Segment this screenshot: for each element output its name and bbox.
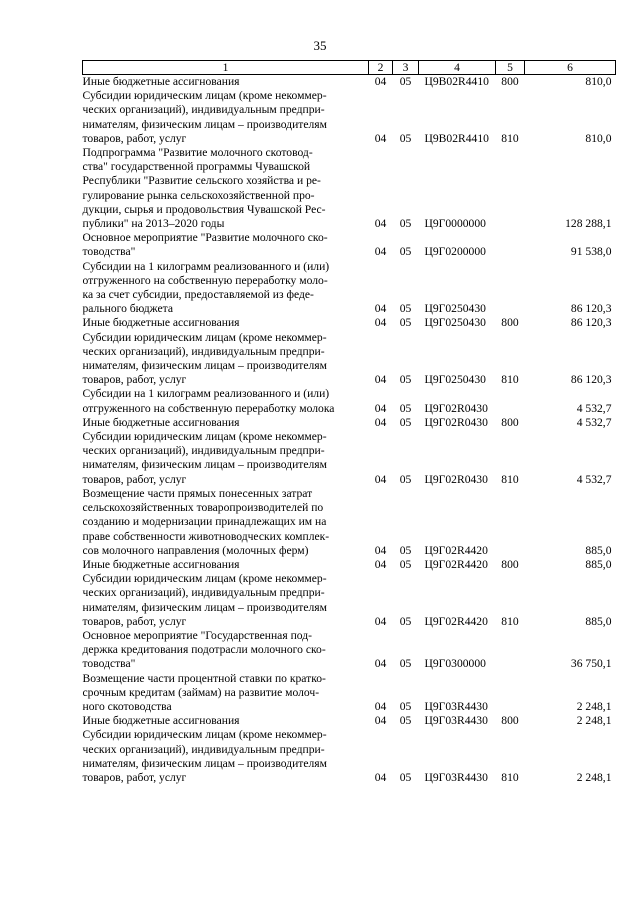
column-header-3: 3 [393,61,419,75]
row-name-line: отгруженного на собственную переработку молока [82,401,335,415]
row-section-code: 04 [374,472,387,486]
row-name-line: Основное мероприятие "Развитие молочного ско- [82,231,328,245]
table-row [83,231,616,259]
row-subsection-code: 05 [399,373,412,387]
row-name-line: ческих организаций), индивидуальным предпри- [82,444,325,458]
row-name-line: Иные бюджетные ассигнования [82,316,240,330]
row-amount: 810,0 [585,131,612,145]
row-amount: 86 120,3 [570,302,612,316]
row-name [83,260,369,317]
row-name-line: нимателям, физическим лицам – производителям [82,756,327,770]
row-amount: 91 538,0 [570,245,612,259]
table-row [83,714,616,728]
row-name-line: товаров, работ, услуг [82,614,187,628]
row-name-line: рального бюджета [82,302,174,316]
row-name-line: Субсидии юридическим лицам (кроме некоммер- [82,330,327,344]
row-expense-type: 800 [501,415,519,429]
row-target-article: Ц9Г0250430 [424,316,486,330]
row-target-article: Ц9Г02R0430 [424,472,488,486]
row-amount: 4 532,7 [576,401,612,415]
row-name-line: товодства" [82,245,136,259]
row-subsection-code: 05 [399,316,412,330]
row-name-line: Субсидии юридическим лицам (кроме некоммер- [82,430,327,444]
row-target-article: Ц9Г03R4430 [424,699,488,713]
row-subsection-code: 05 [399,75,412,88]
row-subsection-code: 05 [399,557,412,571]
row-name [83,672,369,715]
column-header-4: 4 [419,61,496,75]
row-expense-type [496,146,525,231]
page-number: 35 [313,38,327,53]
row-subsection-code: 05 [399,714,412,728]
row-section-code: 04 [374,557,387,571]
row-subsection-code: 05 [399,770,412,784]
row-name-line: Субсидии юридическим лицам (кроме некоммер- [82,728,327,742]
row-expense-type [496,260,525,317]
row-expense-type: 800 [501,714,519,728]
row-name-line: гулирование рынка сельскохозяйственной про- [82,188,315,202]
row-name-line: держка кредитования подотрасли молочного ско- [82,643,326,657]
row-name-line: ка за счет субсидии, предоставляемой из феде- [82,288,314,302]
row-name [83,75,369,90]
row-target-article: Ц9Г02R0430 [424,415,488,429]
row-name-line: Возмещение части процентной ставки по кратко- [82,671,326,685]
row-name [83,416,369,430]
row-name-line: Основное мероприятие "Государственная под- [82,628,312,642]
column-header-2: 2 [369,61,393,75]
row-name-line: ства" государственной программы Чувашской [82,160,311,174]
row-name-line: Субсидии юридическим лицам (кроме некоммер- [82,89,327,103]
row-target-article: Ц9Г0250430 [424,302,486,316]
row-target-article: Ц9Г0000000 [424,217,486,231]
row-expense-type: 810 [501,373,519,387]
row-section-code: 04 [374,714,387,728]
table-header-row [83,61,616,75]
row-expense-type: 810 [501,770,519,784]
row-name [83,331,369,388]
row-name-line: Иные бюджетные ассигнования [82,75,240,88]
budget-table [82,60,616,785]
row-name-line: Иные бюджетные ассигнования [82,557,240,571]
row-name-line: сов молочного направления (молочных ферм) [82,543,309,557]
row-section-code: 04 [374,401,387,415]
row-amount: 2 248,1 [576,699,612,713]
row-name-line: отгруженного на собственную переработку моло- [82,273,328,287]
row-target-article: Ц9Г02R4420 [424,614,488,628]
row-target-article: Ц9Г03R4430 [424,714,488,728]
row-name-line: Иные бюджетные ассигнования [82,415,240,429]
table-row [83,316,616,330]
row-name [83,714,369,728]
row-subsection-code: 05 [399,415,412,429]
row-amount: 2 248,1 [576,770,612,784]
row-target-article: Ц9Г02R4420 [424,543,488,557]
row-expense-type: 800 [501,557,519,571]
row-name-line: Подпрограмма "Развитие молочного скотовод- [82,146,313,160]
row-subsection-code: 05 [399,217,412,231]
row-name-line: нимателям, физическим лицам – производителям [82,458,327,472]
row-amount: 4 532,7 [576,415,612,429]
row-subsection-code: 05 [399,131,412,145]
row-section-code: 04 [374,373,387,387]
row-name [83,146,369,231]
row-target-article: Ц9Г02R4420 [424,557,488,571]
row-name-line: Субсидии на 1 килограмм реализованного и (или) [82,387,330,401]
row-section-code: 04 [374,657,387,671]
row-section-code: 04 [374,699,387,713]
row-name-line: Республики "Развитие сельского хозяйства и ре- [82,174,321,188]
row-name-line: товаров, работ, услуг [82,770,187,784]
row-amount: 810,0 [585,75,612,88]
table-row [83,387,616,415]
row-name [83,430,369,487]
row-expense-type: 800 [501,316,519,330]
row-name-line: ческих организаций), индивидуальным предпри- [82,344,325,358]
row-amount: 2 248,1 [576,714,612,728]
row-amount: 4 532,7 [576,472,612,486]
row-expense-type [496,672,525,715]
row-name-line: ческих организаций), индивидуальным предпри- [82,586,325,600]
row-expense-type [496,387,525,415]
row-subsection-code: 05 [399,401,412,415]
row-section-code: 04 [374,302,387,316]
row-amount: 128 288,1 [565,217,612,231]
row-name [83,89,369,146]
row-name [83,487,369,558]
row-name [83,629,369,672]
table-row [83,728,616,785]
row-section-code: 04 [374,614,387,628]
row-amount: 86 120,3 [570,373,612,387]
table-row [83,487,616,558]
row-name-line: нимателям, физическим лицам – производителям [82,359,327,373]
row-name [83,572,369,629]
row-amount: 885,0 [585,557,612,571]
row-section-code: 04 [374,75,387,88]
row-name-line: Субсидии юридическим лицам (кроме некоммер- [82,572,327,586]
table-row [83,572,616,629]
row-name [83,316,369,330]
row-subsection-code: 05 [399,614,412,628]
row-subsection-code: 05 [399,472,412,486]
row-name-line: созданию и модернизации принадлежащих им на [82,515,327,529]
row-target-article: Ц9Г0300000 [424,657,486,671]
row-name-line: товаров, работ, услуг [82,472,187,486]
row-subsection-code: 05 [399,543,412,557]
row-name-line: ческих организаций), индивидуальным предпри- [82,742,325,756]
table-row [83,416,616,430]
row-target-article: Ц9В02R4410 [424,131,489,145]
row-section-code: 04 [374,316,387,330]
row-subsection-code: 05 [399,302,412,316]
row-name-line: Иные бюджетные ассигнования [82,714,240,728]
table-row [83,75,616,90]
table-row [83,331,616,388]
row-target-article: Ц9Г02R0430 [424,401,488,415]
table-row [83,146,616,231]
table-row [83,89,616,146]
row-name [83,728,369,785]
row-name-line: нимателям, физическим лицам – производителям [82,117,327,131]
row-expense-type [496,487,525,558]
row-section-code: 04 [374,543,387,557]
row-name-line: Субсидии на 1 килограмм реализованного и (или) [82,259,330,273]
column-header-5: 5 [496,61,525,75]
row-expense-type [496,231,525,259]
row-amount: 885,0 [585,543,612,557]
row-expense-type: 810 [501,472,519,486]
row-section-code: 04 [374,245,387,259]
row-target-article: Ц9Г0250430 [424,373,486,387]
row-amount: 885,0 [585,614,612,628]
row-amount: 86 120,3 [570,316,612,330]
table-row [83,558,616,572]
column-header-6: 6 [525,61,616,75]
row-name-line: ного скотоводства [82,699,172,713]
row-name-line: Возмещение части прямых понесенных затрат [82,486,313,500]
row-name [83,558,369,572]
row-section-code: 04 [374,415,387,429]
row-expense-type: 810 [501,131,519,145]
row-name-line: срочным кредитам (займам) на развитие молоч- [82,685,320,699]
column-header-1: 1 [83,61,369,75]
row-section-code: 04 [374,131,387,145]
row-name-line: праве собственности животноводческих комплек- [82,529,330,543]
row-target-article: Ц9Г0200000 [424,245,486,259]
row-section-code: 04 [374,770,387,784]
row-subsection-code: 05 [399,699,412,713]
row-name-line: дукции, сырья и продовольствия Чувашской Рес- [82,202,326,216]
row-name-line: товаров, работ, услуг [82,131,187,145]
row-expense-type: 800 [501,75,519,88]
row-subsection-code: 05 [399,245,412,259]
table-row [83,629,616,672]
row-target-article: Ц9Г03R4430 [424,770,488,784]
table-body [83,75,616,786]
row-name-line: сельскохозяйственных товаропроизводителей по [82,501,324,515]
row-name-line: товодства" [82,657,136,671]
row-name-line: публики" на 2013–2020 годы [82,217,225,231]
row-name-line: товаров, работ, услуг [82,373,187,387]
table-row [83,430,616,487]
table-row [83,672,616,715]
row-target-article: Ц9В02R4410 [424,75,489,88]
row-name [83,387,369,415]
row-section-code: 04 [374,217,387,231]
row-amount: 36 750,1 [570,657,612,671]
row-name-line: ческих организаций), индивидуальным предпри- [82,103,325,117]
row-expense-type: 810 [501,614,519,628]
row-expense-type [496,629,525,672]
row-name [83,231,369,259]
row-subsection-code: 05 [399,657,412,671]
table-row [83,260,616,317]
row-name-line: нимателям, физическим лицам – производителям [82,600,327,614]
